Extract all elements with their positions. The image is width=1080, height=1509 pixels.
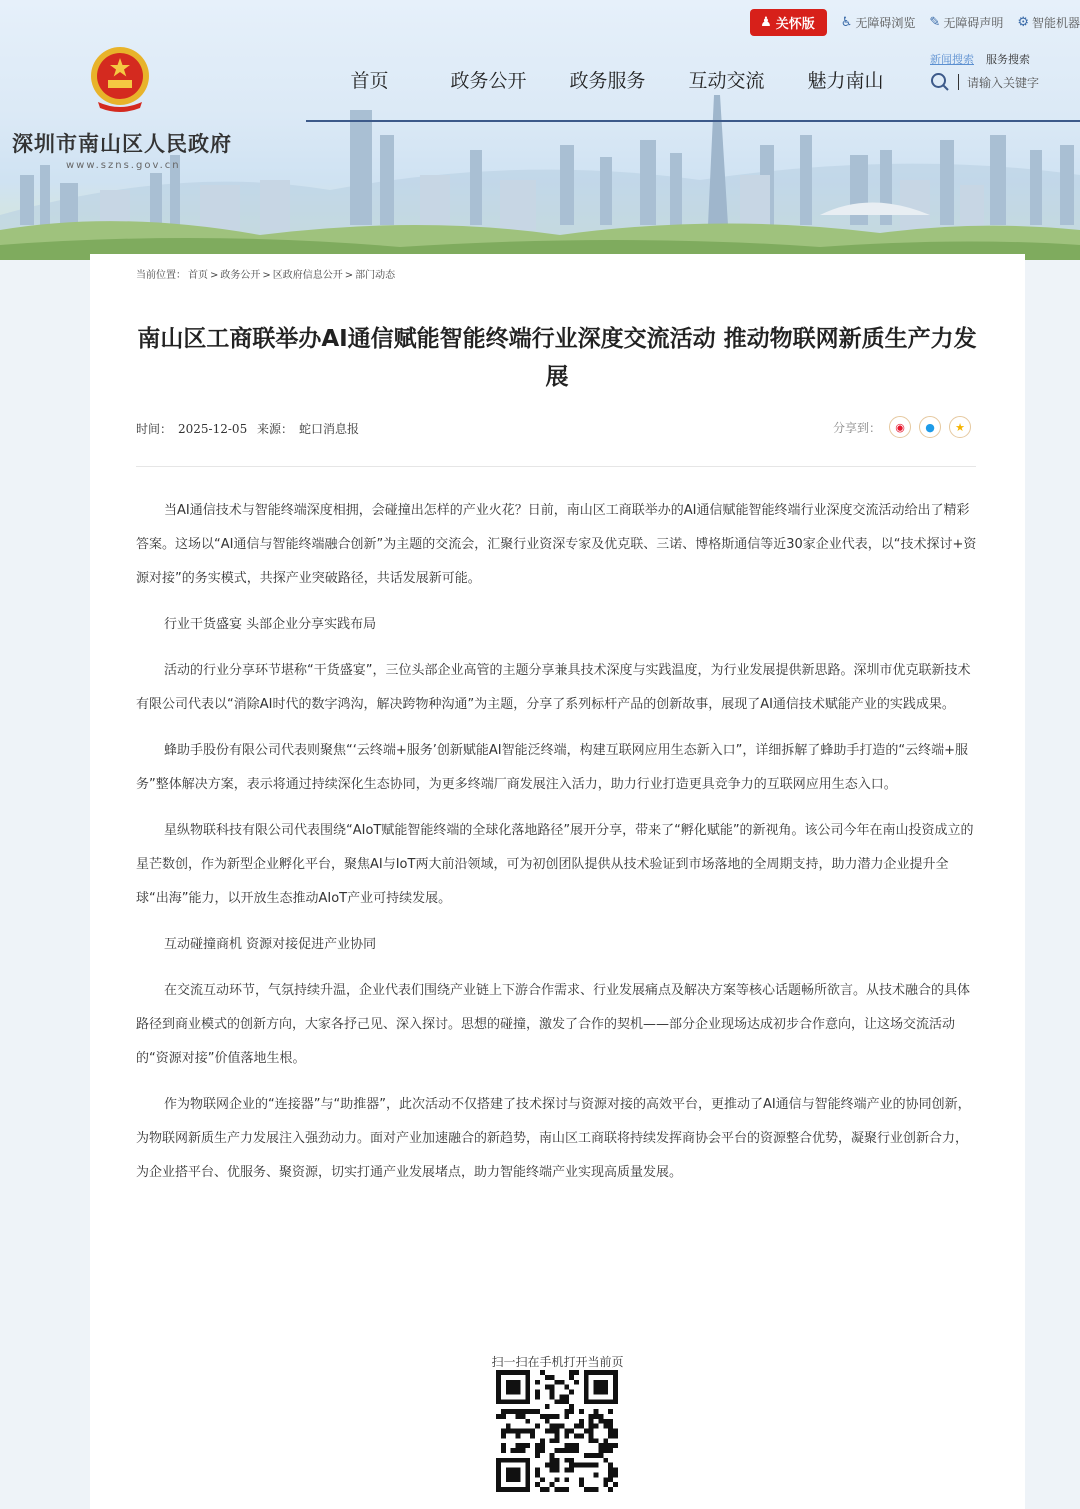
search-icon[interactable] — [930, 72, 950, 92]
article-subheading: 行业干货盛宴 头部企业分享实践布局 — [164, 617, 377, 632]
search-separator — [958, 74, 959, 90]
breadcrumb-item-home[interactable]: 首页 — [188, 270, 208, 281]
nav-item-government-affairs[interactable]: 政务公开 — [450, 70, 527, 92]
breadcrumb-separator: > — [262, 270, 271, 281]
article-title: 南山区工商联举办AI通信赋能智能终端行业深度交流活动 推动物联网新质生产力发展 — [137, 326, 977, 390]
publish-time: 2025-12-05 — [178, 422, 248, 436]
smart-robot-link[interactable] — [1017, 14, 1080, 31]
qq-share-icon[interactable]: ● — [919, 416, 941, 438]
accessible-browse-link[interactable] — [841, 14, 916, 31]
article-paragraph: 在交流互动环节，气氛持续升温，企业代表们围绕产业链上下游合作需求、行业发展痛点及解决方案等核心话题畅所欲言。从技术融合的具体路径到商业模式的创新方向，大家各抒己见、深入探讨。思想的碰撞，激发了合作的契机——部分企业现场达成初步合作意向，让这场交流活动的“资源对接”价值落地生根。 — [136, 983, 971, 1066]
article-paragraph: 作为物联网企业的“连接器”与“助推器”，此次活动不仅搭建了技术探讨与资源对接的高效平台，更推动了AI通信与智能终端产业的协同创新，为物联网新质生产力发展注入强劲动力。面对产业加速融合的新趋势，南山区工商联将持续发挥商协会平台的资源整合优势，凝聚行业创新合力，为企业搭平台、优服务、聚资源，切实打通产业发展堵点，助力智能终端产业实现高质量发展。 — [136, 1097, 971, 1180]
accessible-browse-label: 无障碍浏览 — [855, 15, 916, 30]
breadcrumb-item-department-news[interactable]: 部门动态 — [355, 270, 396, 281]
search-input[interactable]: 请输入关键字 — [967, 75, 1040, 90]
top-utility-bar — [750, 8, 1080, 36]
tab-service-search[interactable]: 服务搜索 — [986, 53, 1030, 66]
nav-item-interaction[interactable]: 互动交流 — [688, 70, 765, 92]
share-bar — [833, 416, 971, 438]
tab-news-search[interactable]: 新闻搜索 — [930, 53, 974, 66]
nav-underline — [306, 120, 1080, 122]
smart-robot-label: 智能机器 — [1031, 15, 1080, 30]
weibo-share-icon[interactable]: ◉ — [889, 416, 911, 438]
robot-icon: ⚙ — [1017, 14, 1029, 30]
search-type-tabs — [930, 51, 1030, 67]
site-title[interactable]: 深圳市南山区人民政府 — [12, 131, 232, 156]
qr-caption: 扫一扫在手机打开当前页 — [491, 1355, 624, 1369]
article-paragraph: 活动的行业分享环节堪称“干货盛宴”，三位头部企业高管的主题分享兼具技术深度与实践温度，为行业发展提供新思路。深圳市优克联新技术有限公司代表以“消除AI时代的数字鸿沟，解决跨物种沟通”为主题，分享了系列标杆产品的创新故事，展现了AI通信技术赋能产业的实践成果。 — [136, 663, 971, 712]
breadcrumb-separator: > — [210, 270, 219, 281]
source-label: 来源： — [257, 422, 294, 436]
publish-time-label: 时间： — [136, 422, 173, 436]
article-meta — [136, 420, 365, 437]
edit-icon: ✎ — [929, 14, 941, 30]
nav-item-home[interactable]: 首页 — [350, 70, 389, 92]
qzone-share-icon[interactable]: ★ — [949, 416, 971, 438]
article-paragraph: 蜂助手股份有限公司代表则聚焦“‘云终端+服务’创新赋能AI智能泛终端，构建互联网应用生态新入口”，详细拆解了蜂助手打造的“云终端+服务”整体解决方案，表示将通过持续深化生态协同，为更多终端厂商发展注入活力，助力行业打造更具竞争力的互联网应用生态入口。 — [136, 743, 968, 792]
person-icon: ♟ — [760, 14, 772, 30]
article-subheading: 互动碰撞商机 资源对接促进产业协同 — [164, 937, 377, 952]
article-paragraph: 星纵物联科技有限公司代表围绕“AIoT赋能智能终端的全球化落地路径”展开分享，带来了“孵化赋能”的新视角。该公司今年在南山投资成立的星芒数创，作为新型企业孵化平台，聚焦AI与IoT两大前沿领域，可为初创团队提供从技术验证到市场落地的全周期支持，助力潜力企业提升全球“出海”能力，以开放生态推动AIoT产业可持续发展。 — [136, 823, 974, 906]
national-emblem-logo[interactable] — [88, 44, 152, 114]
accessibility-statement-label: 无障碍声明 — [943, 15, 1004, 30]
care-mode-label: 关怀版 — [775, 16, 815, 32]
meta-divider — [136, 466, 976, 467]
article-paragraph: 当AI通信技术与智能终端深度相拥，会碰撞出怎样的产业火花？日前，南山区工商联举办的AI通信赋能智能终端行业深度交流活动给出了精彩答案。这场以“AI通信与智能终端融合创新”为主题的交流会，汇聚行业资深专家及优克联、三诺、博格斯通信等近30家企业代表，以“技术探讨+资源对接”的务实模式，共探产业突破路径，共话发展新可能。 — [136, 503, 977, 586]
breadcrumb-separator: > — [344, 270, 354, 281]
accessibility-icon: ♿ — [840, 14, 853, 30]
breadcrumb-item-government-affairs[interactable]: 政务公开 — [220, 270, 261, 281]
main-nav — [310, 66, 905, 93]
article-body — [136, 494, 978, 1202]
nav-item-government-services[interactable]: 政务服务 — [569, 70, 646, 92]
care-mode-button[interactable] — [750, 9, 827, 36]
qr-code — [496, 1370, 618, 1492]
source-value: 蛇口消息报 — [299, 422, 360, 436]
site-header — [0, 0, 1080, 260]
nav-item-charming-nanshan[interactable]: 魅力南山 — [807, 70, 884, 92]
share-label: 分享到： — [833, 420, 882, 435]
breadcrumb-item-info-disclosure[interactable]: 区政府信息公开 — [272, 270, 343, 281]
site-url: www.szns.gov.cn — [66, 160, 181, 171]
accessibility-statement-link[interactable] — [929, 14, 1003, 31]
search-box — [930, 72, 1039, 92]
breadcrumb-prefix: 当前位置： — [136, 270, 186, 281]
breadcrumb — [136, 266, 397, 281]
article-card — [90, 254, 1025, 1509]
